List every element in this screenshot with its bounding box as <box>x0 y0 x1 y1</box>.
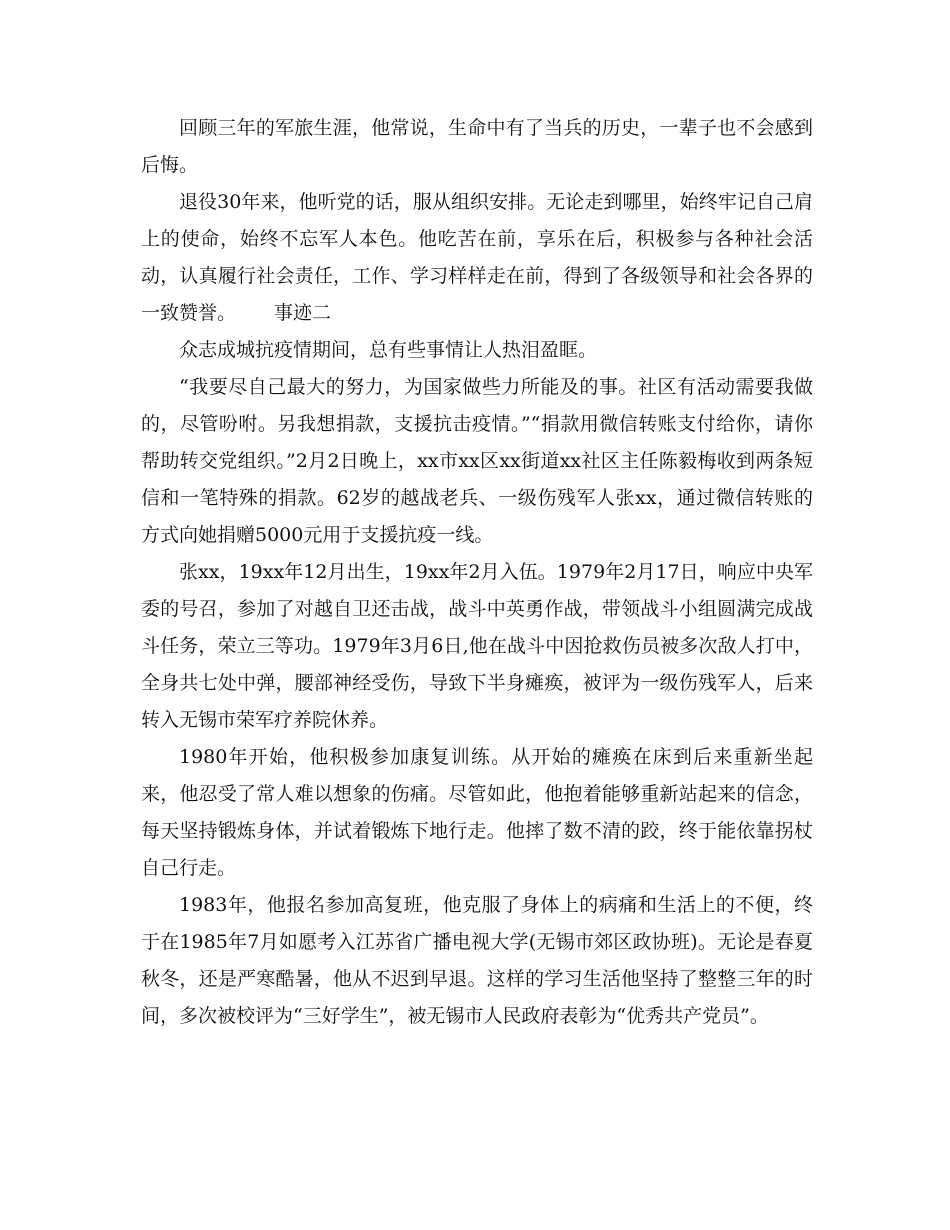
paragraph-donation: “我要尽自己最大的努力，为国家做些力所能及的事。社区有活动需要我做的，尽管吩咐。另我想捐款，支援抗击疫情。”“捐款用微信转账支付给你，请你帮助转交党组织。”2月2日晚上，xx市xx区xx街道xx社区主任陈毅梅收到两条短信和一笔特殊的捐款。62岁的越战老兵、一级伤残军人张xx，通过微信转账的方式向她捐赠5000元用于支援抗疫一线。 <box>141 376 813 546</box>
paragraph-military-service: 张xx，19xx年12月出生，19xx年2月入伍。1979年2月17日，响应中央军委的号召，参加了对越自卫还击战，战斗中英勇作战，带领战斗小组圆满完成战斗任务，荣立三等功。1979年3月6日,他在战斗中因抢救伤员被多次敌人打中，全身共七处中弹，腰部神经受伤，导致下半身瘫痪，被评为一级伤残军人，后来转入无锡市荣军疗养院休养。 <box>141 561 813 731</box>
paragraph-retirement <box>141 184 813 332</box>
paragraph-rehabilitation: 1980年开始，他积极参加康复训练。从开始的瘫痪在床到后来重新坐起来，他忍受了常人难以想象的伤痛。尽管如此，他抱着能够重新站起来的信念，每天坚持锻炼身体，并试着锻炼下地行走。他摔了数不清的跤，终于能依靠拐杖自己行走。 <box>141 746 813 879</box>
paragraph-education: 1983年，他报名参加高复班，他克服了身体上的病痛和生活上的不便，终于在1985年7月如愿考入江苏省广播电视大学(无锡市郊区政协班)。无论是春夏秋冬，还是严寒酷暑，他从不迟到早退。这样的学习生活他坚持了整整三年的时间，多次被校评为“三好学生”，被无锡市人民政府表彰为“优秀共产党员”。 <box>141 894 813 1027</box>
paragraph-retirement-text: 退役30年来，他听党的话，服从组织安排。无论走到哪里，始终牢记自己肩上的使命，始终不忘军人本色。他吃苦在前，享乐在后，积极参与各种社会活动，认真履行社会责任，工作、学习样样走在前，得到了各级领导和社会各界的一致赞誉。 <box>141 191 813 324</box>
paragraph-epidemic-intro: 众志成城抗疫情期间，总有些事情让人热泪盈眶。 <box>179 339 598 361</box>
paragraph-recollection: 回顾三年的军旅生涯，他常说，生命中有了当兵的历史，一辈子也不会感到后悔。 <box>141 117 813 176</box>
section-heading: 事迹二 <box>274 302 332 324</box>
document-body <box>141 110 813 1035</box>
